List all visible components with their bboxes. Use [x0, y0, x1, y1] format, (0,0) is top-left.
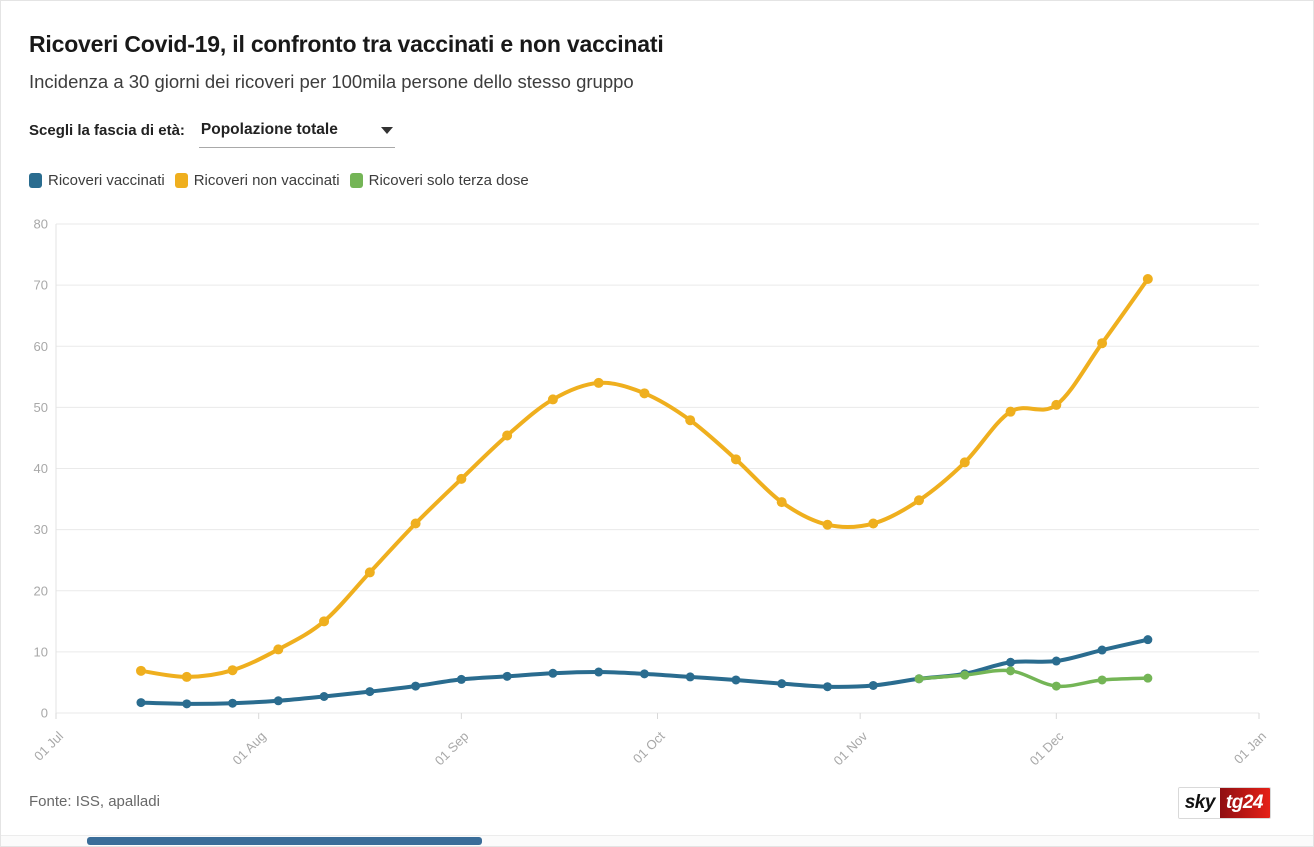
x-axis-tick-label: 01 Jan	[1230, 728, 1270, 767]
data-point	[685, 415, 695, 425]
page-subtitle: Incidenza a 30 giorni dei ricoveri per 100mila persone dello stesso gruppo	[29, 71, 634, 92]
data-point	[457, 675, 466, 684]
data-point	[869, 681, 878, 690]
legend-item-third-dose	[350, 172, 529, 189]
data-point	[1143, 274, 1153, 284]
data-point	[1143, 674, 1152, 683]
logo-tg24-text: tg24	[1220, 788, 1270, 818]
legend-item-vaccinated	[29, 172, 165, 189]
data-point	[822, 520, 832, 530]
y-axis-tick-label: 10	[33, 644, 48, 660]
logo-sky-text: sky	[1179, 788, 1220, 818]
chart-svg	[1, 206, 1314, 778]
y-axis-tick-label: 50	[33, 399, 48, 415]
data-point	[182, 672, 192, 682]
data-point	[548, 669, 557, 678]
data-point	[731, 454, 741, 464]
data-point	[915, 674, 924, 683]
source-note: Fonte: ISS, apalladi	[29, 793, 160, 810]
legend-swatch-unvaccinated	[175, 173, 188, 188]
x-axis-tick-label: 01 Nov	[830, 728, 871, 769]
legend-swatch-vaccinated	[29, 173, 42, 188]
data-point	[503, 672, 512, 681]
data-point	[548, 394, 558, 404]
y-axis-tick-label: 20	[33, 583, 48, 599]
data-point	[136, 666, 146, 676]
chevron-down-icon	[381, 127, 393, 134]
horizontal-scrollbar-track[interactable]	[1, 835, 1314, 846]
data-point	[640, 669, 649, 678]
data-point	[1052, 657, 1061, 666]
age-filter-row	[29, 119, 395, 148]
page-title: Ricoveri Covid-19, il confronto tra vaccinati e non vaccinati	[29, 31, 664, 57]
data-point	[1097, 338, 1107, 348]
data-point	[960, 457, 970, 467]
data-point	[960, 671, 969, 680]
y-axis-tick-label: 30	[33, 522, 48, 538]
legend-swatch-third-dose	[350, 173, 363, 188]
y-axis-tick-label: 40	[33, 461, 48, 476]
data-point	[823, 682, 832, 691]
age-group-selected-value: Popolazione totale	[200, 121, 338, 138]
data-point	[686, 672, 695, 681]
legend-label-vaccinated: Ricoveri vaccinati	[48, 172, 165, 189]
data-point	[182, 699, 191, 708]
data-point	[365, 567, 375, 577]
y-axis-tick-label: 80	[33, 216, 48, 232]
data-point	[1052, 682, 1061, 691]
y-axis-tick-label: 60	[33, 338, 48, 354]
data-point	[411, 519, 421, 529]
data-point	[365, 687, 374, 696]
data-point	[273, 644, 283, 654]
data-point	[777, 679, 786, 688]
data-point	[1143, 635, 1152, 644]
data-point	[319, 616, 329, 626]
data-point	[228, 699, 237, 708]
data-point	[1006, 658, 1015, 667]
data-point	[411, 682, 420, 691]
data-point	[456, 474, 466, 484]
legend-item-unvaccinated	[175, 172, 340, 189]
x-axis-tick-label: 01 Dec	[1026, 728, 1067, 769]
data-point	[777, 497, 787, 507]
data-point	[1098, 646, 1107, 655]
data-point	[594, 378, 604, 388]
chart-legend	[29, 172, 529, 189]
data-point	[1098, 675, 1107, 684]
sky-tg24-logo	[1178, 787, 1271, 819]
data-point	[274, 696, 283, 705]
legend-label-unvaccinated: Ricoveri non vaccinati	[193, 172, 340, 189]
data-point	[1006, 666, 1015, 675]
age-filter-label: Scegli la fascia di età:	[29, 122, 185, 139]
x-axis-tick-label: 01 Jul	[30, 728, 67, 764]
legend-label-third-dose: Ricoveri solo terza dose	[368, 172, 529, 189]
x-axis-tick-label: 01 Sep	[431, 728, 472, 769]
data-point	[228, 665, 238, 675]
x-axis-tick-label: 01 Oct	[629, 728, 668, 767]
y-axis-tick-label: 70	[33, 277, 48, 293]
series-line-0	[141, 279, 1148, 677]
series-line-2	[919, 670, 1148, 686]
x-axis-tick-label: 01 Aug	[229, 728, 269, 768]
data-point	[914, 495, 924, 505]
data-point	[1051, 400, 1061, 410]
data-point	[1006, 407, 1016, 417]
data-point	[136, 698, 145, 707]
y-axis-tick-label: 0	[40, 705, 48, 721]
data-point	[502, 430, 512, 440]
data-point	[594, 668, 603, 677]
horizontal-scrollbar-thumb[interactable]	[87, 837, 482, 845]
data-point	[639, 388, 649, 398]
data-point	[320, 692, 329, 701]
data-point	[731, 675, 740, 684]
age-group-select[interactable]	[199, 119, 395, 148]
data-point	[868, 519, 878, 529]
